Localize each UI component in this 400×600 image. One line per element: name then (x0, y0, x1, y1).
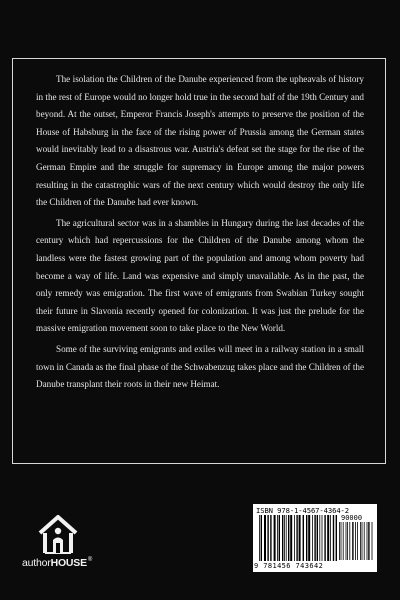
publisher-name-part1: author (22, 557, 51, 569)
registered-mark: ® (87, 557, 93, 563)
ean-barcode (259, 515, 337, 562)
ean-digits: 9 781456 743642 (254, 562, 324, 570)
blurb-paragraph-2: The agricultural sector was in a shambles in Hungary during the last decades of the century which had repercussions for the Children of the Danube among whom the landless were the fastest growing part of the population and among whom poverty had become a way of life. Land was expensive and simply unavailable. As in the past, the only remedy was emigration. The first wave of emigrants from Swabian Turkey sought their future in Slavonia recently opened for colonization. It was just the prelude for the massive emigration movement soon to take place to the New World. (36, 217, 364, 334)
addon-barcode (339, 522, 373, 562)
publisher-logo (22, 513, 94, 575)
publisher-name-part2: HOUSE (50, 557, 87, 569)
blurb-paragraph-1: The isolation the Children of the Danube experienced from the upheavals of history in the rest of Europe would no longer hold true in the second half of the 19th Century and beyond. At the outset, Emperor Francis Joseph's attempts to preserve the position of the House of Habsburg in the face of the rising power of Prussia among the German states would inevitably lead to a disastrous war. Austria's defeat set the stage for the rise of the German Empire and the struggle for supremacy in Europe among the major powers resulting in the catastrophic wars of the next century which would destroy the only life the Children of the Danube had ever known. (36, 74, 364, 208)
addon-price-text: 90000 (341, 514, 363, 522)
blurb-paragraph-3: Some of the surviving emigrants and exiles will meet in a railway station in a small town in Canada as the final phase of the Schwabenzug takes place and the Children of the Danube transplant their roots in their new Heimat. (36, 343, 364, 390)
house-person-icon (36, 513, 80, 555)
barcode-box (253, 504, 377, 572)
isbn-text: ISBN 978-1-4567-4364-2 (256, 506, 349, 515)
back-cover-blurb (36, 71, 364, 397)
publisher-wordmark (22, 557, 92, 569)
